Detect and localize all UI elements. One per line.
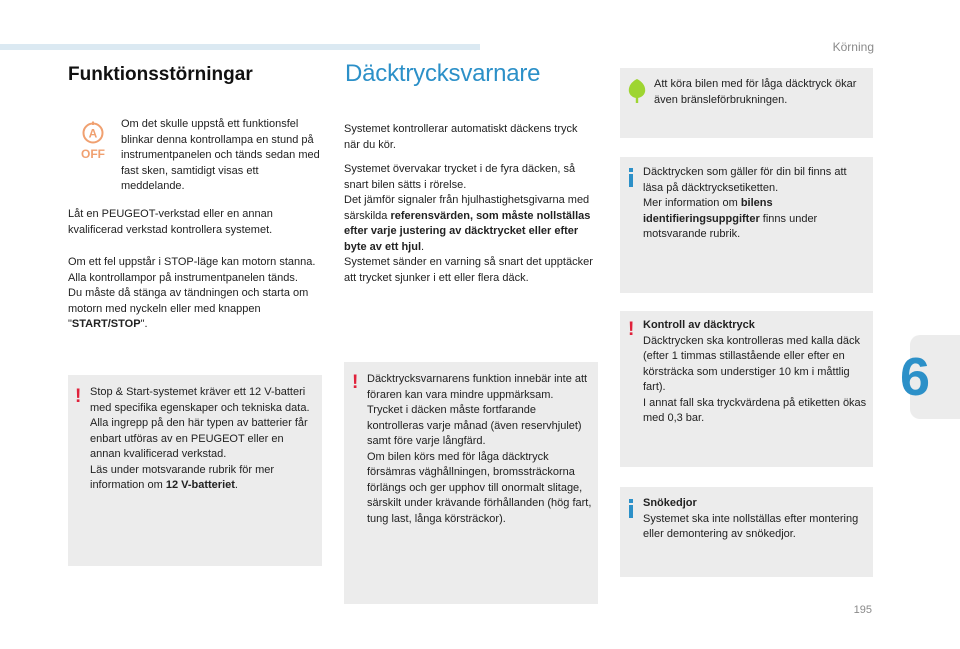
warning-icon: ! — [352, 372, 359, 393]
eco-text: Att köra bilen med för låga däcktryck ökar även bränsleförbrukningen. — [654, 78, 857, 106]
warning-icon: ! — [628, 319, 635, 340]
chapter-number: 6 — [900, 347, 931, 407]
page-number: 195 — [853, 604, 872, 616]
eco-leaf-icon — [627, 78, 647, 109]
info-icon — [629, 168, 633, 187]
text-line: Däcktrycken som gäller för din bil finns att läsa på däcktrycksetiketten. — [643, 166, 847, 194]
svg-text:OFF: OFF — [81, 147, 105, 161]
chapter-tab — [900, 335, 960, 419]
text-line: Däcktrycksvarnarens funktion innebär inte att föraren kan vara mindre uppmärksam. — [367, 373, 588, 401]
text-line: Du måste då stänga av tändningen och starta om motorn med nyckeln eller med knappen "START/STOP". — [68, 287, 309, 330]
text-line: Stop & Start-systemet kräver ett 12 V-batteri med specifika egenskaper och tekniska data. — [90, 386, 310, 414]
text-line: Läs under motsvarande rubrik för mer information om 12 V-batteriet. — [90, 463, 275, 491]
svg-text:A: A — [88, 126, 98, 141]
text-line: Trycket i däcken måste fortfarande kontrolleras varje månad (även reservhjulet) samt före varje långfärd. — [367, 404, 582, 447]
text-line: Systemet sänder en varning så snart det upptäcker att trycket sjunker i ett eller flera däck. — [344, 256, 593, 284]
eco-box — [620, 68, 873, 138]
paragraph-workshop: Låt en PEUGEOT-verkstad eller en annan kvalificerad verkstad kontrollera systemet. — [68, 208, 273, 236]
header-accent-bar — [0, 44, 480, 50]
text-line: Alla ingrepp på den här typen av batterier får enbart utföras av en PEUGEOT eller en annan kvalificerad verkstad. — [90, 417, 308, 460]
text-line: Om ett fel uppstår i STOP-läge kan motorn stanna. — [68, 256, 316, 268]
paragraph-stop-failure — [68, 255, 323, 333]
info-box-tyre-label — [620, 157, 873, 293]
paragraph-tyre-system — [344, 162, 599, 286]
box-title: Kontroll av däcktryck — [643, 319, 755, 331]
section-heading-malfunctions: Funktionsstörningar — [68, 64, 253, 85]
info-icon — [629, 499, 633, 518]
warning-box-tyre — [344, 362, 598, 604]
text-line: Alla kontrollampor på instrumentpanelen tänds. — [68, 271, 298, 284]
text-line: Det jämför signaler från hjulhastighetsgivarna med särskilda referensvärden, som måste nollställas efter varje justering av däcktrycket eller efter byte av ett hjul. — [344, 194, 591, 253]
text-line: I annat fall ska tryckvärdena på etiketten ökas med 0,3 bar. — [643, 396, 867, 424]
service-lamp-icon — [78, 120, 108, 162]
section-title: Körning — [832, 40, 874, 54]
warning-box-pressure-check — [620, 311, 873, 467]
text-line: Om bilen körs med för låga däcktryck försämras väghållningen, bromssträckorna förlängs och ger upphov till onormalt slitage, särskilt under krävande förhållanden (hög fart, tung last, långa körsträckor). — [367, 450, 592, 525]
box-title: Snökedjor — [643, 497, 697, 509]
text-line: Däcktrycken ska kontrolleras med kalla däck (efter 1 timmas stillastående eller efter en körsträcka som understiger 10 km i måttlig fart). — [643, 334, 861, 393]
lamp-description: Om det skulle uppstå ett funktionsfel blinkar denna kontrollampa en stund på instrumentpanelen och tänds sedan med fast sken, samtidigt visas ett meddelande. — [121, 118, 320, 192]
text-line: Systemet övervakar trycket i de fyra däcken, så snart bilen sätts i rörelse. — [344, 163, 576, 191]
paragraph-tyre-intro: Systemet kontrollerar automatiskt däckens tryck när du kör. — [344, 123, 578, 151]
warning-box-battery — [68, 375, 322, 566]
section-heading-tyre-pressure: Däcktrycksvarnare — [345, 60, 541, 87]
info-box-snow-chains — [620, 487, 873, 577]
warning-icon: ! — [75, 386, 82, 407]
text-line: Systemet ska inte nollställas efter montering eller demontering av snökedjor. — [643, 512, 859, 540]
text-line: Mer information om bilens identifieringsuppgifter finns under motsvarande rubrik. — [643, 197, 818, 240]
start-stop-label: START/STOP — [71, 318, 141, 330]
